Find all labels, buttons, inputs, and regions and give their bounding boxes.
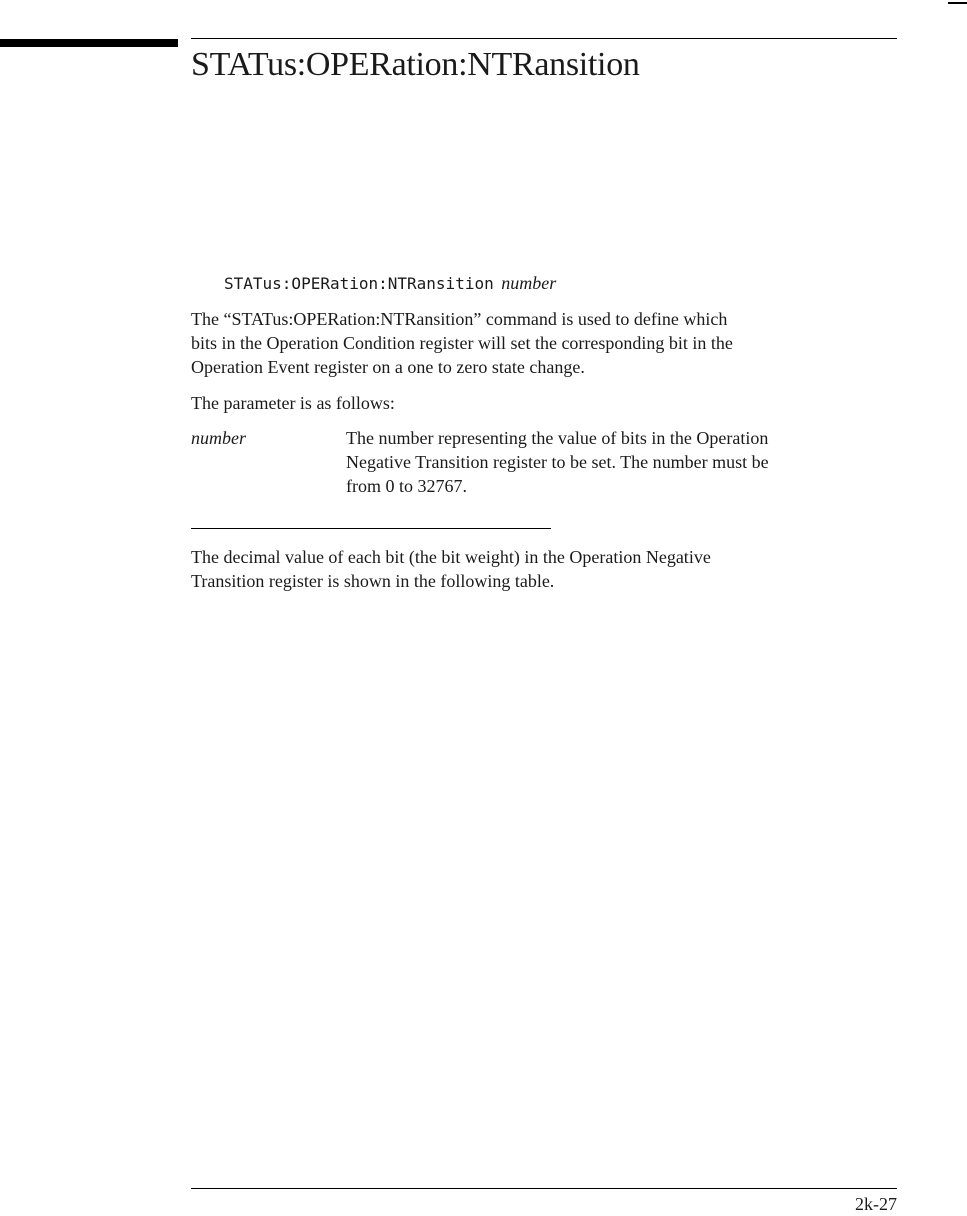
bit-weight-line: Transition register is shown in the following table. — [191, 571, 555, 591]
parameter-description — [346, 426, 769, 498]
section-divider — [191, 528, 551, 529]
description-line: Operation Event register on a one to zero state change. — [191, 357, 585, 377]
section-marker-bar — [0, 39, 178, 47]
bit-weight-description — [191, 545, 897, 593]
page-title: STATus:OPERation:NTRansition — [191, 46, 640, 83]
parameter-description-line: Negative Transition register to be set. The number must be — [346, 452, 769, 472]
corner-mark — [948, 2, 967, 4]
command-syntax — [224, 271, 556, 296]
command-description — [191, 307, 897, 379]
description-line: The “STATus:OPERation:NTRansition” command is used to define which — [191, 309, 728, 329]
header-rule — [191, 38, 897, 39]
footer-rule — [191, 1188, 897, 1189]
syntax-command: STATus:OPERation:NTRansition — [224, 274, 494, 293]
parameter-intro: The parameter is as follows: — [191, 393, 395, 413]
parameter-description-line: The number representing the value of bits in the Operation — [346, 428, 769, 448]
bit-weight-line: The decimal value of each bit (the bit weight) in the Operation Negative — [191, 547, 711, 567]
page-number: 2k-27 — [855, 1194, 897, 1214]
parameter-name: number — [191, 428, 246, 448]
parameter-description-line: from 0 to 32767. — [346, 476, 467, 496]
syntax-argument: number — [501, 273, 557, 293]
description-line: bits in the Operation Condition register will set the corresponding bit in the — [191, 333, 733, 353]
